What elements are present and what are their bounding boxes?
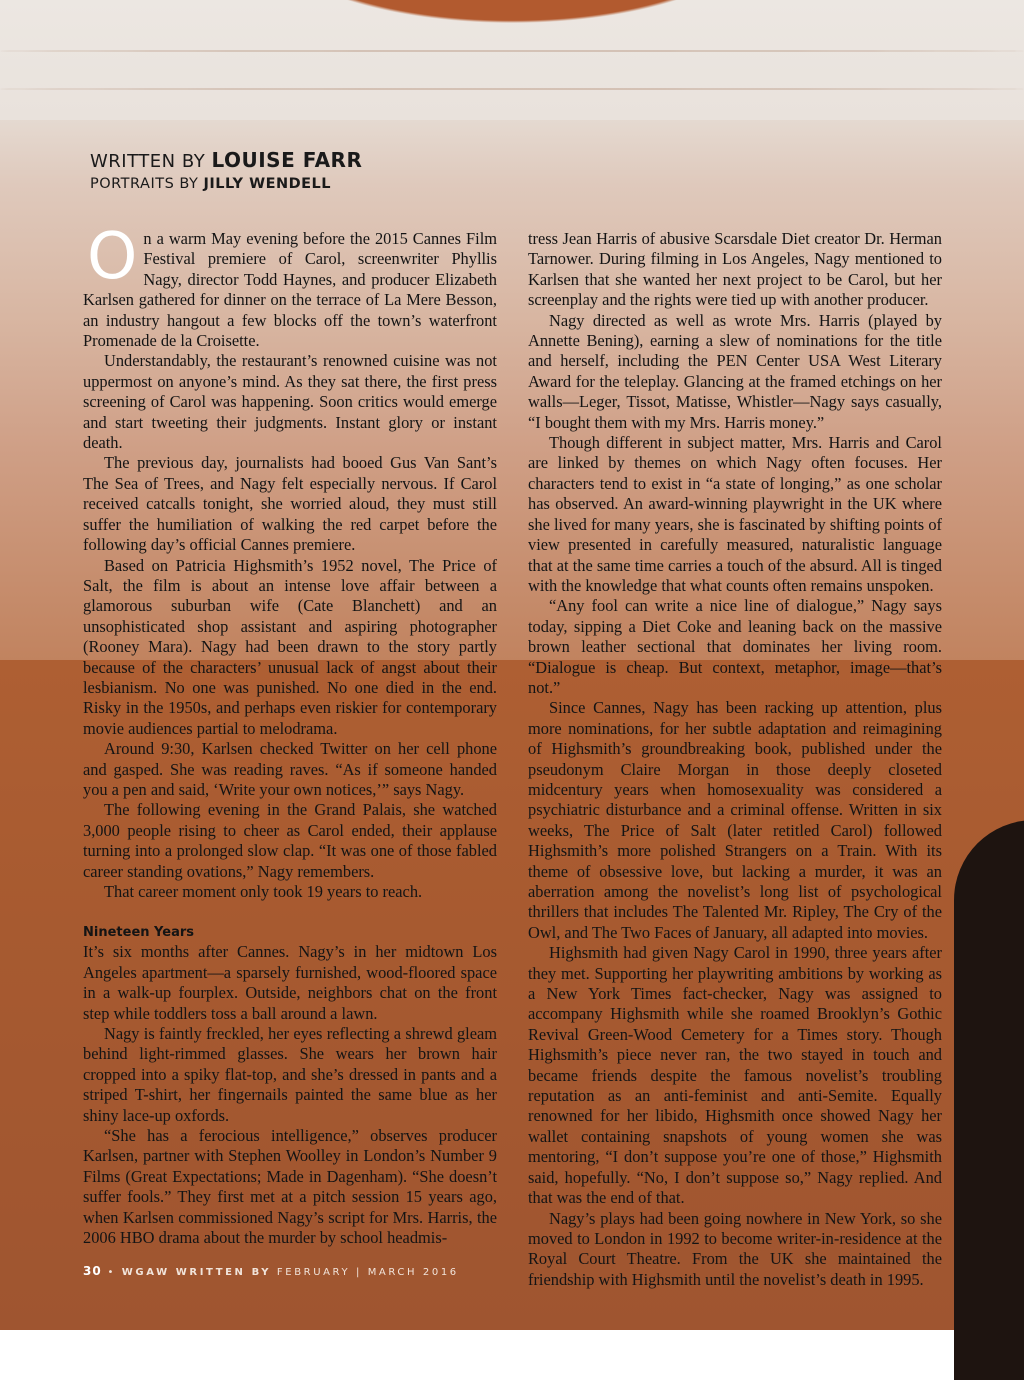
byline xyxy=(90,148,362,192)
magazine-name: WGAW WRITTEN BY xyxy=(121,1267,272,1278)
written-by-label: WRITTEN BY xyxy=(90,151,206,172)
paragraph: Though different in subject matter, Mrs. Harris and Carol are linked by themes on which Nagy often focuses. Her characters tend to exist in “a state of longing,” as one scholar has observed. An award-winning playwright in the UK where she lived for many years, she is fascinated by shifting points of view presented in carefully measured, naturalistic language that at the same time carries a touch of the absurd. All is tinged with the knowledge that what counts often remains unspoken. xyxy=(528,433,942,595)
article-column-right xyxy=(528,229,942,1290)
paragraph: Since Cannes, Nagy has been racking up attention, plus more nominations, for her subtle adaptation and reimagining of Highsmith’s groundbreaking book, published under the pseudonym Claire Morgan in those deeply closeted midcentury years when homosexuality was considered a psychiatric disturbance and a criminal offense. Written in six weeks, The Price of Salt (later retitled Carol) followed Highsmith’s more polished Strangers on a Train. With its theme of obsessive love, but lacking a murder, it was an aberration among the novelist’s long list of psychological thrillers that includes The Talented Mr. Ripley, The Cry of the Owl, and The Two Faces of January, all adapted into movies. xyxy=(528,698,942,942)
paragraph: Nagy is faintly freckled, her eyes reflecting a shrewd gleam behind light-rimmed glasses. She wears her brown hair cropped into a spiky flat-top, and she’s dressed in pants and a striped T-shirt, her fingernails painted the same blue as her shiny lace-up oxfords. xyxy=(83,1024,497,1125)
paragraph: n a warm May evening before the 2015 Cannes Film Festival premiere of Carol, screenwriter Phyllis Nagy, director Todd Haynes, and producer Elizabeth Karlsen gathered for dinner on the terrace of La Mere Besson, an industry hangout a few blocks off the town’s waterfront Promenade de la Croisette. xyxy=(83,229,497,351)
photographer-name: JILLY WENDELL xyxy=(203,176,332,192)
paragraph: Nagy directed as well as wrote Mrs. Harris (played by Annette Bening), earning a slew of nominations for the title and herself, including the PEN Center USA West Literary Award for the teleplay. Glancing at the framed etchings on her walls—Leger, Tissot, Matisse, Whistler—Nagy says casually, “I bought them with my Mrs. Harris money.” xyxy=(528,310,942,432)
paragraph: Around 9:30, Karlsen checked Twitter on her cell phone and gasped. She was reading raves. “As if someone handed you a pen and said, ‘Write your own notices,’” says Nagy. xyxy=(83,739,497,799)
paragraph: Nagy’s plays had been going nowhere in New York, so she moved to London in 1992 to become writer-in-residence at the Royal Court Theatre. From the UK she maintained the friendship with Highsmith until the novelist’s death in 1995. xyxy=(528,1208,942,1289)
issue-date: FEBRUARY | MARCH 2016 xyxy=(276,1267,459,1278)
article-column-left xyxy=(83,220,497,1249)
couch-line xyxy=(0,50,1024,52)
footer-bullet: • xyxy=(107,1267,116,1278)
paragraph: Highsmith had given Nagy Carol in 1990, three years after they met. Supporting her playwriting ambitions by working as a New York Times fact-checker, Nagy was assigned to accompany Highsmith while she roamed Brooklyn’s Gothic Revival Green-Wood Cemetery for a Times story. Though Highsmith’s piece never ran, the two stayed in touch and became friends despite the famous novelist’s troubling reputation as an anti-feminist and anti-Semite. Equally renowned for her libido, Highsmith once showed Nagy her wallet containing snapshots of young women she was mentoring, “I don’t suppose you’re one of those,” Highsmith said, hopefully. “No, I don’t suppose so,” Nagy replied. And that was the end of that. xyxy=(528,943,942,1208)
section-subhead: Nineteen Years xyxy=(83,925,194,941)
paragraph: Understandably, the restaurant’s renowned cuisine was not uppermost on anyone’s mind. As they sat there, the first press screening of Carol was happening. Soon critics would emerge and start tweeting their judgments. Instant glory or instant death. xyxy=(83,351,497,453)
paragraph: tress Jean Harris of abusive Scarsdale Diet creator Dr. Herman Tarnower. During filming in Los Angeles, Nagy mentioned to Karlsen that she wanted her next project to be Carol, but her screenplay and the rights were tied up with another producer. xyxy=(528,229,942,310)
page-number: 30 xyxy=(83,1264,102,1278)
paragraph: Based on Patricia Highsmith’s 1952 novel, The Price of Salt, the film is about an intense love affair between a glamorous suburban wife (Cate Blanchett) and an unsophisticated shop assistant and aspiring photographer (Rooney Mara). Nagy had been drawn to the story partly because of the characters’ unusual lack of angst about their lesbianism. No one was punished. No one died in the end. Risky in the 1950s, and perhaps even riskier for contemporary movie audiences partial to melodrama. xyxy=(83,555,497,738)
page-footer xyxy=(83,1264,459,1278)
paragraph: The previous day, journalists had booed Gus Van Sant’s The Sea of Trees, and Nagy felt especially nervous. If Carol received catcalls tonight, she worried aloud, they must still suffer the humiliation of walking the red carpet before the following day’s official Cannes premiere. xyxy=(83,453,497,555)
paragraph: It’s six months after Cannes. Nagy’s in her midtown Los Angeles apartment—a sparsely furnished, wood-floored space in a walk-up fourplex. Outside, neighbors chat on the front step while toddlers toss a ball around a lawn. xyxy=(83,942,497,1023)
portrait-edge-image xyxy=(954,820,1024,1380)
photo-credit xyxy=(90,176,362,192)
paragraph: “She has a ferocious intelligence,” observes producer Karlsen, partner with Stephen Woolley in London’s Number 9 Films (Great Expectations; Made in Dagenham). “She doesn’t suffer fools.” They first met at a pitch session 15 years ago, when Karlsen commissioned Nagy’s script for Mrs. Harris, the 2006 HBO drama about the murder by school headmis- xyxy=(83,1126,497,1248)
paragraph: The following evening in the Grand Palais, she watched 3,000 people rising to cheer as Carol ended, their applause turning into a prolonged slow clap. “It was one of those fabled career standing ovations,” Nagy remembers. xyxy=(83,800,497,881)
couch-top-image xyxy=(0,0,1024,120)
drop-cap: O xyxy=(87,220,138,294)
paragraph: That career moment only took 19 years to reach. xyxy=(104,882,423,901)
portraits-by-label: PORTRAITS BY xyxy=(90,176,199,192)
couch-line xyxy=(0,88,1024,90)
author-credit xyxy=(90,148,362,172)
author-name: LOUISE FARR xyxy=(211,148,363,172)
paragraph: “Any fool can write a nice line of dialogue,” Nagy says today, sipping a Diet Coke and leaning back on the massive brown leather sectional that dominates her living room. “Dialogue is cheap. But context, metaphor, image—that’s not.” xyxy=(528,596,942,697)
